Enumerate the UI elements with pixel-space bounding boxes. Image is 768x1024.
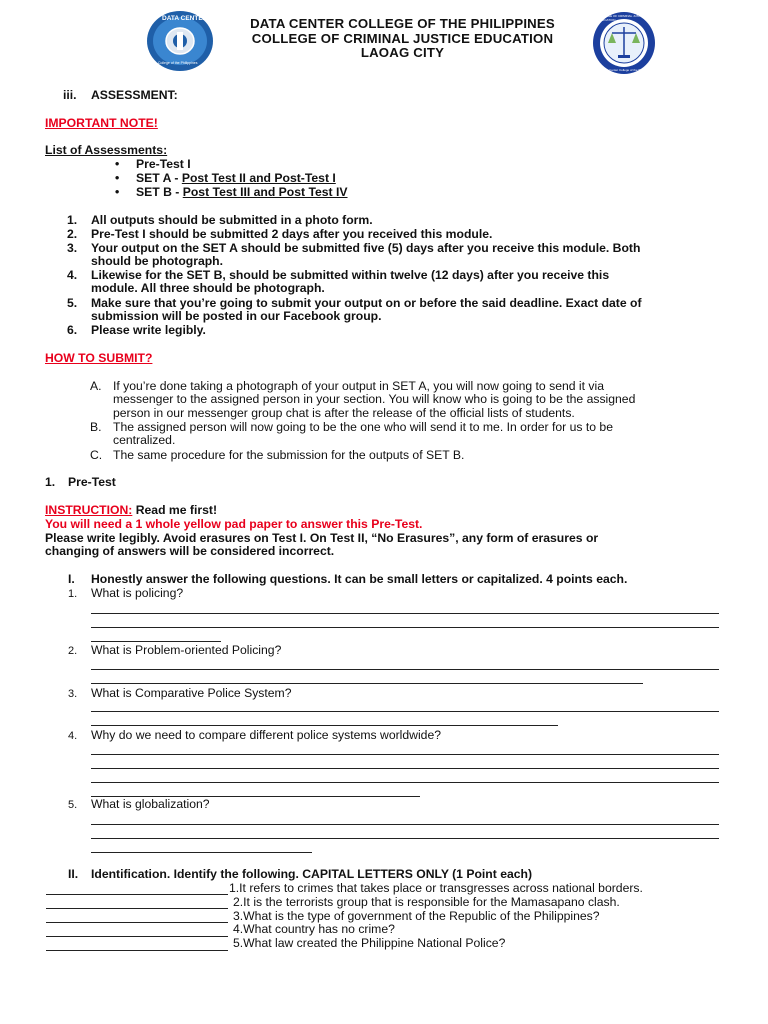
rule-text: Likewise for the SET B, should be submitted within twelve (12 days) after you receive this [91,268,610,282]
header-line-3: LAOAG CITY [360,45,445,60]
answer-line[interactable] [91,725,558,726]
list-item-prefix: SET A - [136,171,182,185]
step-text: centralized. [113,433,176,447]
rule-text: should be photograph. [91,254,224,268]
question-number: 2. [68,645,78,657]
question-number: 3. [68,688,78,700]
section-title: ASSESSMENT: [91,88,178,102]
test2-number: II. [68,867,79,881]
step-letter: A. [90,379,102,393]
step-text: The assigned person will now going to be the one who will send it to me. In order for us to be [113,420,613,434]
answer-line[interactable] [91,768,719,769]
blank-line[interactable] [46,894,228,895]
question-number: 4. [68,730,78,742]
question-number: 1. [68,588,78,600]
instruction-label: INSTRUCTION: [45,503,133,517]
blank-line[interactable] [46,950,228,951]
list-item-label [136,171,336,185]
question-number: 5. [68,799,78,811]
rule-number: 5. [67,296,78,310]
list-item: • [115,157,120,171]
instruction-read-me: Read me first! [132,503,218,517]
answer-line[interactable] [91,683,643,684]
school-logo [146,10,214,72]
rule-text: All outputs should be submitted in a photo form. [91,213,373,227]
answer-line[interactable] [91,669,719,670]
rule-text: submission will be posted in our Facebook group. [91,309,382,323]
section-number: iii. [63,88,77,102]
rule-number: 1. [67,213,78,227]
instruction-line [45,503,217,517]
list-item-label [136,185,348,199]
seal-top-text: COLLEGE OF CRIMINAL JUSTICE EDUCATION [598,14,646,22]
step-text: messenger to the assigned person in your section. You will know who is going to be the assigned [113,392,636,406]
identification-item: 2.It is the terrorists group that is responsible for the Mamasapano clash. [233,895,620,909]
question-text: What is Problem-oriented Policing? [91,643,282,657]
answer-line[interactable] [91,613,719,614]
question-text: What is globalization? [91,797,210,811]
identification-item: 3.What is the type of government of the Republic of the Philippines? [233,909,600,923]
rule-text: Make sure that you’re going to submit your output on or before the said deadline. Exact date of [91,296,642,310]
blank-line[interactable] [46,922,228,923]
rule-number: 3. [67,241,78,255]
blank-line[interactable] [46,936,228,937]
question-text: What is Comparative Police System? [91,686,292,700]
rule-text: module. All three should be photograph. [91,281,325,295]
step-letter: B. [90,420,102,434]
step-text: person in our messenger group chat is after the release of the official lists of students. [113,406,575,420]
header-line-2: COLLEGE OF CRIMINAL JUSTICE EDUCATION [251,31,554,46]
answer-line[interactable] [91,782,719,783]
test1-number: I. [68,572,75,586]
instruction-text: Please write legibly. Avoid erasures on Test I. On Test II, “No Erasures”, any form of erasures or [45,531,599,545]
question-text: What is policing? [91,586,184,600]
answer-line[interactable] [91,824,719,825]
list-item: • [115,171,120,185]
seal-bottom-text: Data Center College of the Philippines [602,68,653,72]
rule-number: 4. [67,268,78,282]
list-item-prefix: SET B - [136,185,183,199]
identification-item: 5.What law created the Philippine National Police? [233,936,506,950]
pretest-heading: Pre-Test [68,475,116,489]
test1-title: Honestly answer the following questions. It can be small letters or capitalized. 4 points each. [91,572,628,586]
answer-line[interactable] [91,711,719,712]
question-text: Why do we need to compare different police systems worldwide? [91,728,441,742]
step-text: If you’re done taking a photograph of your output in SET A, you will now going to send it via [113,379,604,393]
answer-line[interactable] [91,627,719,628]
rule-number: 2. [67,227,78,241]
step-letter: C. [90,448,103,462]
header-line-1: DATA CENTER COLLEGE OF THE PHILIPPINES [250,16,555,31]
identification-item: 1.It refers to crimes that takes place or transgresses across national borders. [229,881,643,895]
identification-item: 4.What country has no crime? [233,922,395,936]
rule-text: Pre-Test I should be submitted 2 days after you received this module. [91,227,493,241]
instruction-text: changing of answers will be considered incorrect. [45,544,335,558]
department-seal [592,11,656,75]
step-text: The same procedure for the submission for the outputs of SET B. [113,448,465,462]
answer-line[interactable] [91,838,719,839]
list-title: List of Assessments: [45,143,168,157]
school-logo-text: DATA CENTER [162,15,208,22]
important-note: IMPORTANT NOTE! [45,116,158,130]
instruction-yellow-pad: You will need a 1 whole yellow pad paper to answer this Pre-Test. [45,517,423,531]
test2-title: Identification. Identify the following. CAPITAL LETTERS ONLY (1 Point each) [91,867,533,881]
assessment-link[interactable]: Post Test III and Post Test IV [182,185,348,199]
rule-number: 6. [67,323,78,337]
school-logo-subtext: College of the Philippines [158,61,198,65]
pretest-number: 1. [45,475,56,489]
answer-line[interactable] [91,852,312,853]
answer-line[interactable] [91,754,719,755]
answer-line[interactable] [91,641,221,642]
how-to-submit-heading: HOW TO SUBMIT? [45,351,153,365]
list-item: • [115,185,120,199]
blank-line[interactable] [46,908,228,909]
rule-text: Your output on the SET A should be submitted five (5) days after you receive this module. Both [91,241,641,255]
assessment-link[interactable]: Post Test II and Post-Test I [181,171,336,185]
rule-text: Please write legibly. [91,323,206,337]
list-item-label: Pre-Test I [136,157,191,171]
